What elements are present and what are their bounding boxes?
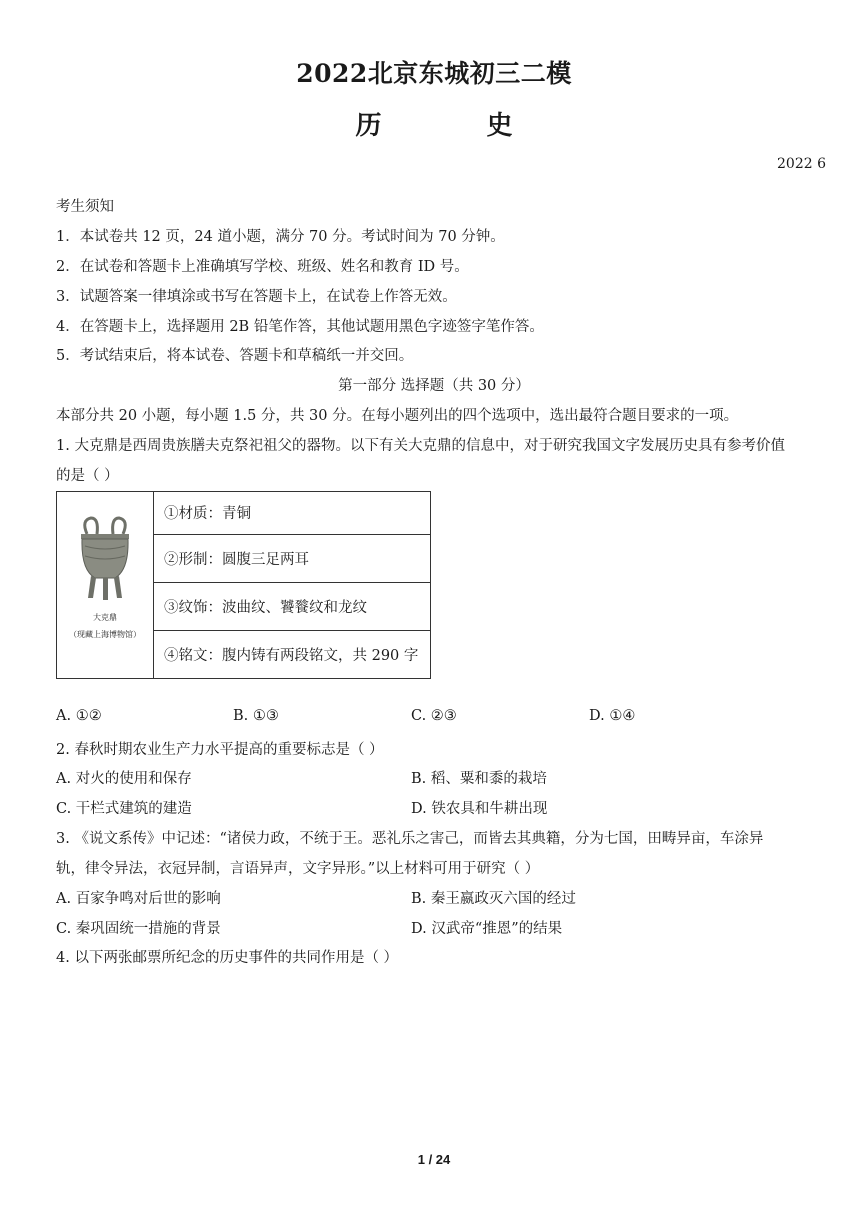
q3-option-a[interactable]: A. 百家争鸣对后世的影响	[56, 891, 221, 907]
q1-row-pattern: ③纹饰：波曲纹、饕餮纹和龙纹	[154, 582, 431, 630]
q3-option-d[interactable]: D. 汉武帝“推恩”的结果	[411, 921, 563, 937]
q1-option-a[interactable]: A. ①②	[56, 708, 102, 724]
q1-option-b[interactable]: B. ①③	[233, 708, 279, 724]
q3-option-c[interactable]: C. 秦巩固统一措施的背景	[56, 921, 221, 937]
ding-vessel-icon	[57, 492, 153, 678]
ding-image	[57, 492, 153, 678]
ding-image-cell	[57, 492, 154, 679]
q3-stem: 3. 《说文系传》中记述：“诸侯力政，不统于王。恶礼乐之害己，而皆去其典籍，分为七国，田畴异亩，车涂异	[56, 831, 764, 847]
page-number: 1 / 24	[417, 1152, 451, 1167]
q2-option-a[interactable]: A. 对火的使用和保存	[56, 771, 192, 787]
q1-row-shape: ②形制：圆腹三足两耳	[154, 534, 431, 582]
section-title: 第一部分 选择题（共 30 分）	[338, 378, 530, 394]
q2-stem: 2. 春秋时期农业生产力水平提高的重要标志是（ ）	[56, 742, 384, 758]
q1-option-d[interactable]: D. ①④	[589, 708, 636, 724]
exam-title: 2022北京东城初三二模	[296, 59, 572, 88]
q2-option-c[interactable]: C. 干栏式建筑的建造	[56, 801, 192, 817]
q3-option-b[interactable]: B. 秦王嬴政灭六国的经过	[411, 891, 576, 907]
q4-stem: 4. 以下两张邮票所纪念的历史事件的共同作用是（ ）	[56, 950, 399, 966]
subject-title: 历 史	[355, 111, 561, 141]
notice-item: 2．在试卷和答题卡上准确填写学校、班级、姓名和教育 ID 号。	[56, 259, 469, 275]
q1-stem: 1. 大克鼎是西周贵族膳夫克祭祀祖父的器物。以下有关大克鼎的信息中，对于研究我国文字发展历史具有参考价值	[56, 438, 785, 454]
q1-row-material: ①材质：青铜	[154, 492, 431, 535]
q1-option-c[interactable]: C. ②③	[411, 708, 457, 724]
q1-stem-continued: 的是（ ）	[56, 468, 119, 484]
q3-stem-continued: 轨，律令异法，衣冠异制，言语异声，文字异形。”以上材料可用于研究（ ）	[56, 861, 540, 877]
ding-caption: 大克鼎	[93, 613, 117, 622]
q1-row-inscription: ④铭文：腹内铸有两段铭文，共 290 字	[154, 630, 431, 678]
notice-item: 3．试题答案一律填涂或书写在答题卡上，在试卷上作答无效。	[56, 289, 457, 305]
notice-item: 4．在答题卡上，选择题用 2B 铅笔作答，其他试题用黑色字迹签字笔作答。	[56, 319, 544, 335]
q2-option-d[interactable]: D. 铁农具和牛耕出现	[411, 801, 548, 817]
ding-caption-location: （现藏上海博物馆）	[69, 630, 141, 639]
notice-item: 5．考试结束后，将本试卷、答题卡和草稿纸一并交回。	[56, 348, 414, 364]
notice-item: 1．本试卷共 12 页，24 道小题，满分 70 分。考试时间为 70 分钟。	[56, 229, 505, 245]
q1-info-table	[56, 491, 431, 679]
notice-heading: 考生须知	[56, 199, 114, 215]
q2-option-b[interactable]: B. 稻、粟和黍的栽培	[411, 771, 547, 787]
exam-date: 2022 6	[777, 156, 826, 172]
section-instruction: 本部分共 20 小题，每小题 1.5 分，共 30 分。在每小题列出的四个选项中，选出最符合题目要求的一项。	[56, 408, 739, 424]
